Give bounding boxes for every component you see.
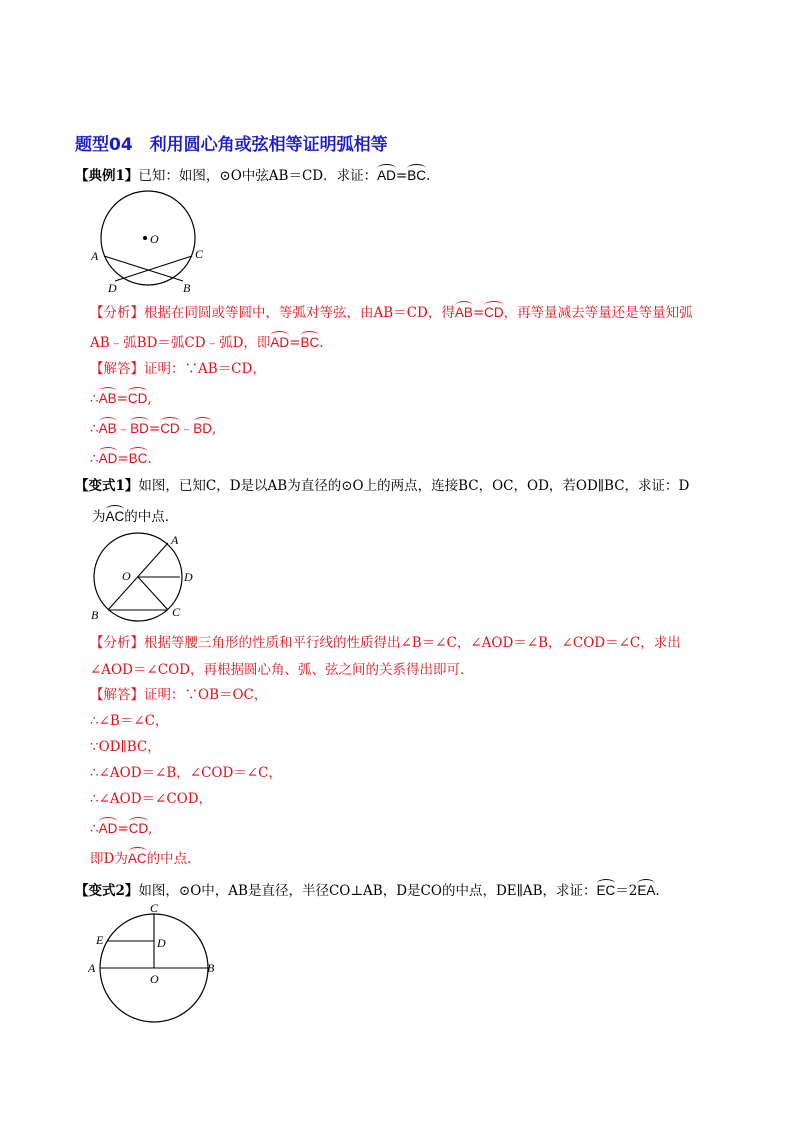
- example1-analysis-text: 根据在同圆或等圆中，等弧对等弦，由AB＝CD，得: [144, 305, 455, 321]
- variant1-analysis-2: ∠AOD＝∠COD，再根据圆心角、弧、弦之间的关系得出即可．: [90, 662, 474, 678]
- example1-analysis2-text: AB﹣弧BD＝弧CD﹣弧D，即: [90, 335, 271, 351]
- variant1-line6-eq: =: [117, 821, 129, 837]
- example1-step4-eq: =: [117, 451, 129, 467]
- variant2-label-o: O: [150, 972, 159, 986]
- variant1-text2-arc: AC: [106, 506, 125, 524]
- variant1-label-c: C: [172, 605, 181, 619]
- example1-analysis-1: [90, 302, 693, 322]
- variant1-figure: [86, 530, 198, 622]
- variant2-label-b: B: [207, 961, 215, 975]
- example1-analysis2-arc-bc: BC: [300, 332, 319, 350]
- example1-step3-arc4: BD: [193, 418, 212, 436]
- variant1-solution-7: [90, 848, 201, 868]
- example1-step4-arc2: BC: [129, 448, 148, 466]
- variant1-solution-line1: 证明：∵OB＝OC，: [144, 687, 268, 703]
- variant1-line6-pre: ∴: [90, 821, 99, 837]
- example1-step2-end: ,: [147, 391, 152, 407]
- example1-text: 已知：如图，⊙O中弦AB＝CD．求证：: [138, 168, 378, 184]
- variant1-text2-pre: 为: [92, 509, 106, 525]
- variant1-solution-5: ∴∠AOD＝∠COD，: [90, 791, 213, 807]
- example1-solution-line1: 证明：∵AB＝CD，: [144, 361, 266, 377]
- example1-analysis-arc-ab: AB: [455, 302, 473, 320]
- example1-step2-pre: ∴: [90, 391, 99, 407]
- section-title: 题型04 利用圆心角或弦相等证明弧相等: [75, 135, 388, 155]
- example1-analysis-tag: 【分析】: [90, 305, 144, 321]
- variant2-arc-ec: EC: [597, 880, 616, 898]
- example1-step3-end: ,: [211, 421, 217, 437]
- variant1-line7-pre: 即D为: [90, 851, 128, 867]
- variant1-label-d: D: [184, 570, 193, 584]
- variant2-text: 如图，⊙O中，AB是直径，半径CO⊥AB，D是CO的中点，DE∥AB，求证：: [138, 883, 597, 899]
- variant1-label-o: O: [122, 569, 131, 583]
- variant1-analysis-text1: 根据等腰三角形的性质和平行线的性质得出∠B＝∠C，∠AOD＝∠B，∠COD＝∠C，求出: [144, 635, 681, 651]
- variant2-label-d: D: [157, 936, 166, 950]
- example1-end: .: [425, 168, 431, 184]
- variant1-solution-tag: 【解答】: [90, 687, 144, 703]
- example1-solution-3: [90, 418, 216, 438]
- example1-analysis2-arc-ad: AD: [270, 332, 289, 350]
- variant1-problem-1: [75, 477, 689, 495]
- example1-step4-pre: ∴: [90, 451, 99, 467]
- variant2-tag: 【变式2】: [75, 883, 139, 899]
- example1-step4-end: .: [147, 451, 152, 467]
- example1-step2-arc2: CD: [128, 388, 148, 406]
- variant1-solution-2: ∴∠B＝∠C，: [90, 713, 169, 729]
- variant1-analysis-tag: 【分析】: [90, 635, 144, 651]
- example1-step3-m1: ﹣: [116, 421, 131, 437]
- variant1-line6-arc1: AD: [99, 818, 118, 836]
- example1-step3-m2: ﹣: [179, 421, 194, 437]
- variant2-label-c: C: [150, 902, 159, 915]
- example1-arc-bc: BC: [407, 165, 426, 183]
- variant2-label-a: A: [88, 961, 96, 975]
- example1-solution-1: [90, 360, 266, 378]
- example1-analysis2-eq: =: [289, 335, 301, 351]
- example1-analysis2-end: .: [319, 335, 324, 351]
- variant2-arc-ea: EA: [637, 880, 655, 898]
- variant1-line6-arc2: CD: [129, 818, 149, 836]
- variant1-analysis-1: [90, 634, 681, 652]
- variant2-label-e: E: [96, 933, 104, 947]
- example1-step3-arc2: BD: [130, 418, 149, 436]
- example1-label-d: D: [108, 281, 117, 295]
- example1-step2-arc1: AB: [99, 388, 117, 406]
- variant1-line6-end: ,: [148, 821, 153, 837]
- example1-step3-pre: ∴: [90, 421, 99, 437]
- example1-analysis-2: [90, 332, 324, 352]
- variant1-line7-arc: AC: [128, 848, 147, 866]
- example1-step2-eq: =: [116, 391, 128, 407]
- variant1-solution-3: ∵OD∥BC，: [90, 739, 161, 755]
- example1-solution-tag: 【解答】: [90, 361, 144, 377]
- variant2-figure: [88, 902, 220, 1024]
- variant1-label-b: B: [91, 608, 99, 622]
- variant1-solution-6: [90, 818, 152, 838]
- example1-arc-ad: AD: [377, 165, 396, 183]
- example1-label-c: C: [195, 247, 204, 261]
- example1-label-b: B: [183, 281, 191, 295]
- example1-tag: 【典例1】: [75, 168, 139, 184]
- variant1-line7-post: 的中点．: [146, 851, 201, 867]
- variant1-problem-2: [92, 506, 178, 526]
- example1-label-a: A: [91, 249, 99, 263]
- example1-analysis-text-b: ，再等量减去等量还是等量知弧: [503, 305, 693, 321]
- example1-solution-2: [90, 388, 152, 408]
- variant2-problem: [75, 880, 660, 900]
- variant1-text2-post: 的中点．: [124, 509, 179, 525]
- example1-analysis-eq: =: [472, 305, 485, 321]
- example1-figure: [88, 188, 212, 296]
- variant1-tag: 【变式1】: [75, 478, 139, 494]
- example1-step3-arc3: CD: [160, 418, 180, 436]
- variant1-solution-1: [90, 686, 267, 704]
- example1-problem: [75, 165, 430, 185]
- example1-step3-arc1: AB: [99, 418, 117, 436]
- example1-analysis-arc-cd: CD: [484, 302, 504, 320]
- variant1-label-a: A: [171, 533, 179, 547]
- variant2-eq: ＝2: [615, 883, 638, 899]
- example1-step3-eq: =: [148, 421, 161, 437]
- variant1-text: 如图，已知C，D是以AB为直径的⊙O上的两点，连接BC，OC，OD，若OD∥BC，求证：D: [138, 478, 690, 494]
- variant2-end: .: [655, 883, 660, 899]
- example1-eq: =: [395, 168, 408, 184]
- example1-solution-4: [90, 448, 152, 468]
- variant1-solution-4: ∴∠AOD＝∠B，∠COD＝∠C，: [90, 765, 282, 781]
- example1-label-o: O: [150, 232, 159, 246]
- example1-step4-arc1: AD: [99, 448, 118, 466]
